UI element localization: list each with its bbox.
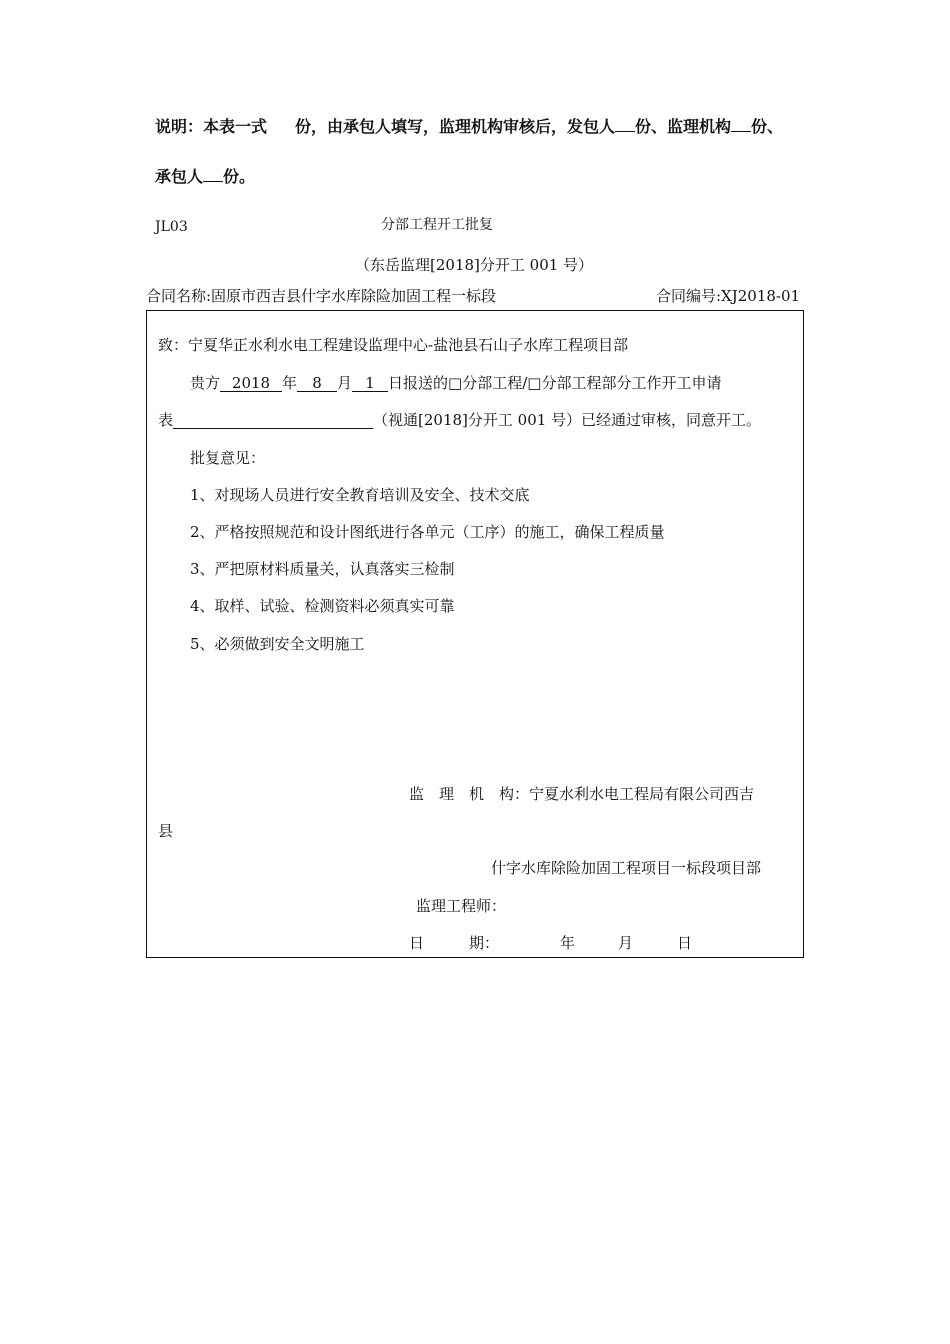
table-blank xyxy=(173,412,373,429)
report-text: 年 xyxy=(282,374,298,392)
report-line xyxy=(190,372,721,393)
supervision-org-line xyxy=(409,783,754,804)
date-month-label: 月 xyxy=(618,934,634,952)
note-blank xyxy=(203,181,223,182)
table-line xyxy=(158,409,761,430)
opinion-label: 批复意见： xyxy=(190,449,266,467)
report-day: 1 xyxy=(352,375,388,392)
opinion-item: 4、取样、试验、检测资料必须真实可靠 xyxy=(190,597,455,615)
form-code: JL03 xyxy=(155,219,188,235)
report-month: 8 xyxy=(297,375,337,392)
report-year: 2018 xyxy=(220,375,282,392)
report-text: 日报送的□分部工程/□分部工程部分工作开工申请 xyxy=(388,374,722,392)
supervision-engineer-label: 监理工程师： xyxy=(416,897,507,915)
report-text: 月 xyxy=(337,374,353,392)
opinion-item: 3、严把原材料质量关，认真落实三检制 xyxy=(190,560,455,578)
note-text: 份、 xyxy=(751,117,784,136)
note-blank xyxy=(615,131,635,132)
opinion-item: 5、必须做到安全文明施工 xyxy=(190,635,365,653)
note-text: 份、监理机构 xyxy=(635,117,732,136)
date-day-label: 日 xyxy=(677,934,693,952)
contract-name: 合同名称:固原市西吉县什字水库除险加固工程一标段 xyxy=(146,287,497,305)
table-text: （视通[2018]分开工 001 号）已经通过审核，同意开工。 xyxy=(373,411,762,429)
supervision-org-value-cont: 什字水库除险加固工程项目一标段项目部 xyxy=(491,859,762,877)
contract-number: 合同编号:XJ2018-01 xyxy=(656,287,801,305)
note-text: 份，由承包人填写，监理机构审核后，发包人 xyxy=(295,117,616,136)
opinion-item: 2、严格按照规范和设计图纸进行各单元（工序）的施工，确保工程质量 xyxy=(190,523,665,541)
supervision-org-label: 监 理 机 构： xyxy=(409,785,530,803)
table-text: 表 xyxy=(158,411,174,429)
note-blank xyxy=(731,131,751,132)
date-year-label: 年 xyxy=(560,934,576,952)
opinion-item: 1、对现场人员进行安全教育培训及安全、技术交底 xyxy=(190,486,530,504)
report-text: 贵方 xyxy=(190,374,221,392)
note-line-1 xyxy=(155,114,783,137)
supervision-org-value: 宁夏水利水电工程局有限公司西吉 xyxy=(529,785,755,803)
addressee: 致：宁夏华正水利水电工程建设监理中心-盐池县石山子水库工程项目部 xyxy=(158,336,629,354)
form-title: 分部工程开工批复 xyxy=(381,217,493,233)
note-text: 份。 xyxy=(223,167,256,186)
note-text: 承包人 xyxy=(155,167,204,186)
note-line-2 xyxy=(155,164,255,187)
document-number: （东岳监理[2018]分开工 001 号） xyxy=(355,256,594,274)
supervision-org-value-cont: 县 xyxy=(158,822,174,840)
note-text: 说明：本表一式 xyxy=(155,117,268,136)
date-label: 日 期： xyxy=(409,934,500,952)
